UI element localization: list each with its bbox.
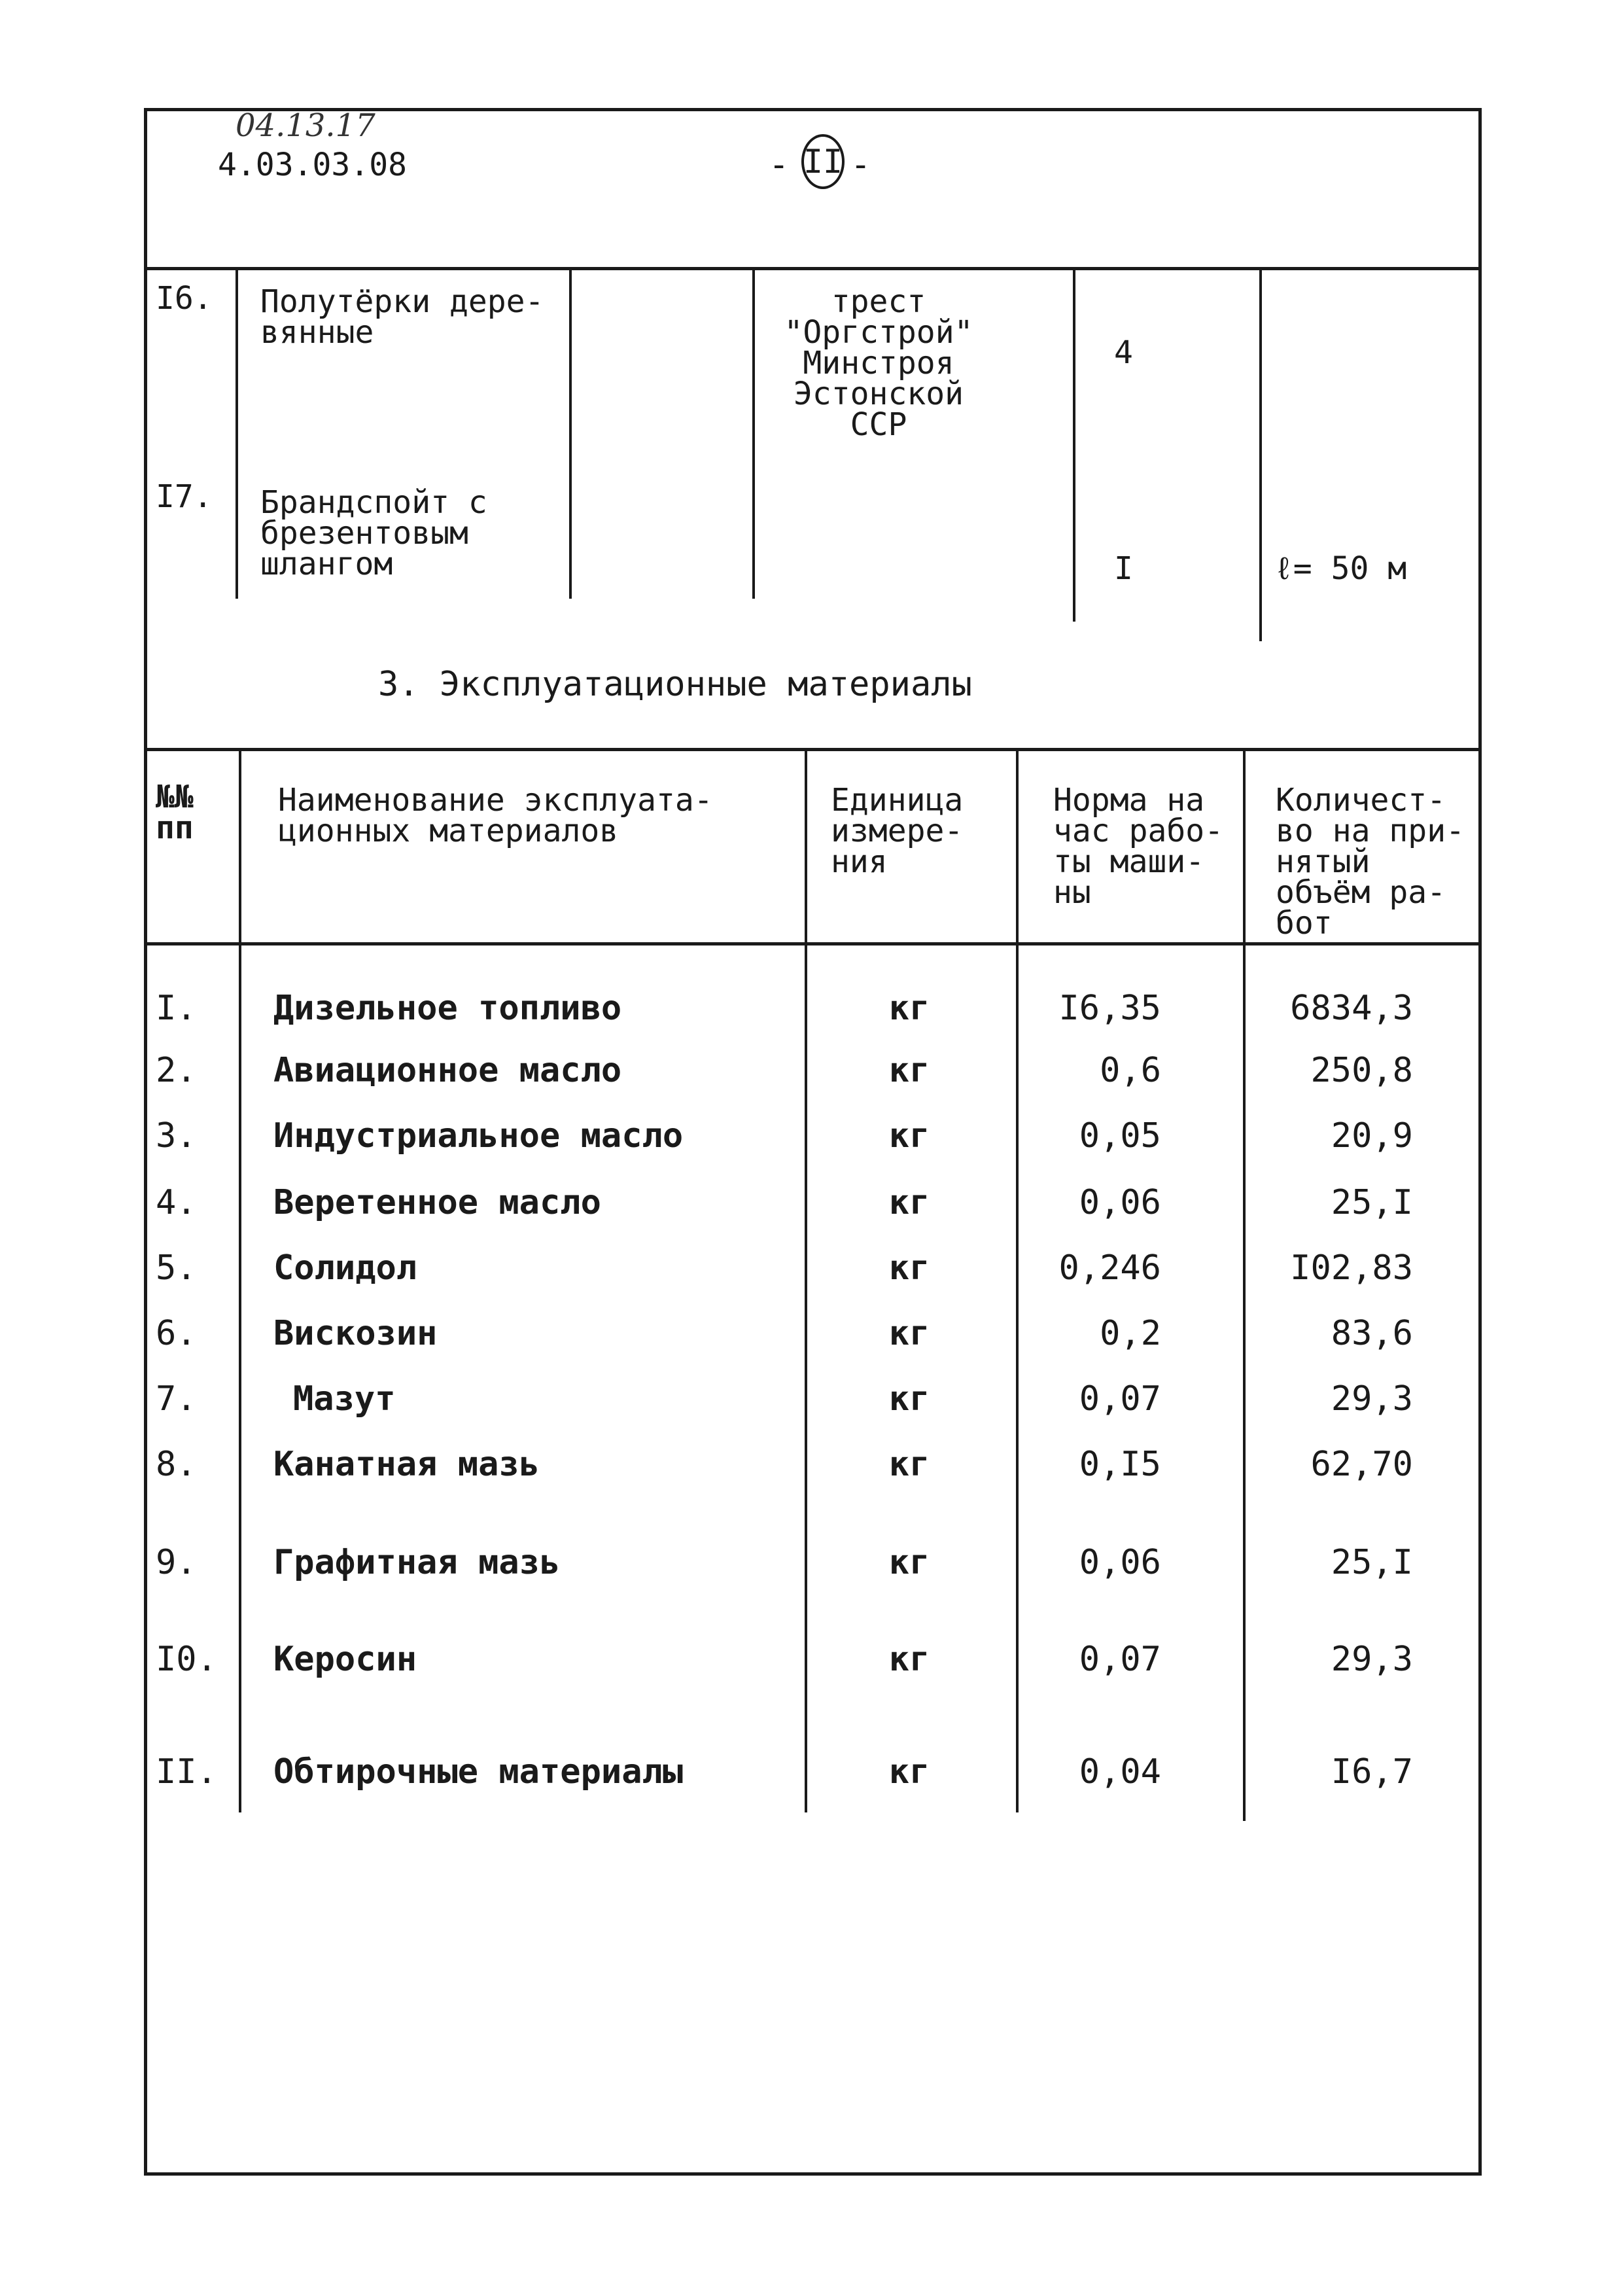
row-qty: I6,7 bbox=[1331, 1752, 1413, 1792]
equip-name: Полутёрки дере- вянные bbox=[260, 283, 544, 351]
table-col-divider-4 bbox=[1243, 748, 1246, 1821]
row-norm: 0,246 bbox=[1058, 1248, 1161, 1288]
doc-code: 4.03.03.08 bbox=[218, 147, 407, 183]
equip-qty: 4 bbox=[1114, 334, 1133, 371]
row-norm: 0,06 bbox=[1079, 1543, 1161, 1582]
equip-name: Брандспойт с брезентовым шлангом bbox=[260, 484, 487, 583]
row-qty: 83,6 bbox=[1331, 1314, 1413, 1353]
table-col-divider-2 bbox=[805, 748, 807, 1812]
row-num: I0. bbox=[156, 1640, 217, 1679]
row-unit: кг bbox=[888, 1116, 930, 1156]
header-divider bbox=[144, 267, 1482, 270]
equip-col-divider-4 bbox=[1073, 268, 1075, 622]
equip-note: ℓ= 50 м bbox=[1274, 550, 1407, 587]
row-qty: 25,I bbox=[1331, 1183, 1413, 1222]
table-top-line bbox=[144, 748, 1482, 751]
row-norm: 0,I5 bbox=[1079, 1445, 1161, 1484]
equip-num: I6. bbox=[156, 280, 213, 317]
row-name: Авиационное масло bbox=[273, 1051, 622, 1090]
page-dash-left: - bbox=[769, 145, 790, 185]
row-qty: 6834,3 bbox=[1290, 989, 1413, 1028]
row-name: Дизельное топливо bbox=[273, 989, 622, 1028]
row-norm: 0,2 bbox=[1100, 1314, 1161, 1353]
page-number-text: II bbox=[803, 143, 843, 181]
row-unit: кг bbox=[888, 1183, 930, 1222]
row-num: 3. bbox=[156, 1116, 197, 1156]
header-num: №№ пп bbox=[156, 779, 194, 847]
row-num: 8. bbox=[156, 1445, 197, 1484]
row-name: Индустриальное масло bbox=[273, 1116, 684, 1156]
header-unit: Единица измере- ния bbox=[831, 782, 964, 881]
row-unit: кг bbox=[888, 1051, 930, 1090]
row-num: 6. bbox=[156, 1314, 197, 1353]
row-num: 2. bbox=[156, 1051, 197, 1090]
row-norm: 0,6 bbox=[1100, 1051, 1161, 1090]
equip-num: I7. bbox=[156, 478, 213, 515]
row-qty: I02,83 bbox=[1290, 1248, 1413, 1288]
equip-qty: I bbox=[1114, 550, 1133, 587]
row-unit: кг bbox=[888, 1379, 930, 1419]
row-name: Солидол bbox=[273, 1248, 417, 1288]
row-unit: кг bbox=[888, 989, 930, 1028]
handwritten-code: 04.13.17 bbox=[236, 107, 375, 144]
row-qty: 29,3 bbox=[1331, 1379, 1413, 1419]
row-norm: 0,04 bbox=[1079, 1752, 1161, 1792]
row-qty: 250,8 bbox=[1310, 1051, 1413, 1090]
row-norm: 0,07 bbox=[1079, 1379, 1161, 1419]
table-col-divider-3 bbox=[1016, 748, 1019, 1812]
row-name: Канатная мазь bbox=[273, 1445, 540, 1484]
row-num: II. bbox=[156, 1752, 217, 1792]
row-num: 5. bbox=[156, 1248, 197, 1288]
equip-col-divider-5 bbox=[1259, 268, 1262, 641]
row-qty: 20,9 bbox=[1331, 1116, 1413, 1156]
header-qty: Количест- во на при- нятый объём ра- бот bbox=[1276, 782, 1465, 942]
row-unit: кг bbox=[888, 1314, 930, 1353]
row-name: Вискозин bbox=[273, 1314, 438, 1353]
row-norm: I6,35 bbox=[1058, 989, 1161, 1028]
row-name: Керосин bbox=[273, 1640, 417, 1679]
row-name: Мазут bbox=[293, 1379, 396, 1419]
equip-col-divider-3 bbox=[752, 268, 755, 599]
row-name: Обтирочные материалы bbox=[273, 1752, 684, 1792]
row-unit: кг bbox=[888, 1543, 930, 1582]
table-header-divider bbox=[144, 942, 1482, 945]
equip-col-divider-2 bbox=[569, 268, 572, 599]
section-title: 3. Эксплуатационные материалы bbox=[378, 665, 972, 704]
row-unit: кг bbox=[888, 1248, 930, 1288]
row-unit: кг bbox=[888, 1752, 930, 1792]
row-norm: 0,07 bbox=[1079, 1640, 1161, 1679]
row-name: Веретенное масло bbox=[273, 1183, 601, 1222]
table-col-divider-1 bbox=[239, 748, 241, 1812]
row-norm: 0,05 bbox=[1079, 1116, 1161, 1156]
page-number bbox=[801, 134, 845, 189]
equip-col-divider-1 bbox=[236, 268, 238, 599]
row-unit: кг bbox=[888, 1445, 930, 1484]
header-name: Наименование эксплуата- ционных материалов bbox=[278, 782, 713, 850]
header-norm: Норма на час рабо- ты маши- ны bbox=[1053, 782, 1224, 911]
equip-supplier: трест "Оргстрой" Минстроя Эстонской ССР bbox=[784, 283, 973, 444]
row-norm: 0,06 bbox=[1079, 1183, 1161, 1222]
row-num: 7. bbox=[156, 1379, 197, 1419]
row-qty: 29,3 bbox=[1331, 1640, 1413, 1679]
row-qty: 62,70 bbox=[1310, 1445, 1413, 1484]
page-dash-right: - bbox=[850, 145, 871, 185]
row-num: I. bbox=[156, 989, 197, 1028]
row-num: 9. bbox=[156, 1543, 197, 1582]
row-unit: кг bbox=[888, 1640, 930, 1679]
row-num: 4. bbox=[156, 1183, 197, 1222]
row-name: Графитная мазь bbox=[273, 1543, 561, 1582]
row-qty: 25,I bbox=[1331, 1543, 1413, 1582]
